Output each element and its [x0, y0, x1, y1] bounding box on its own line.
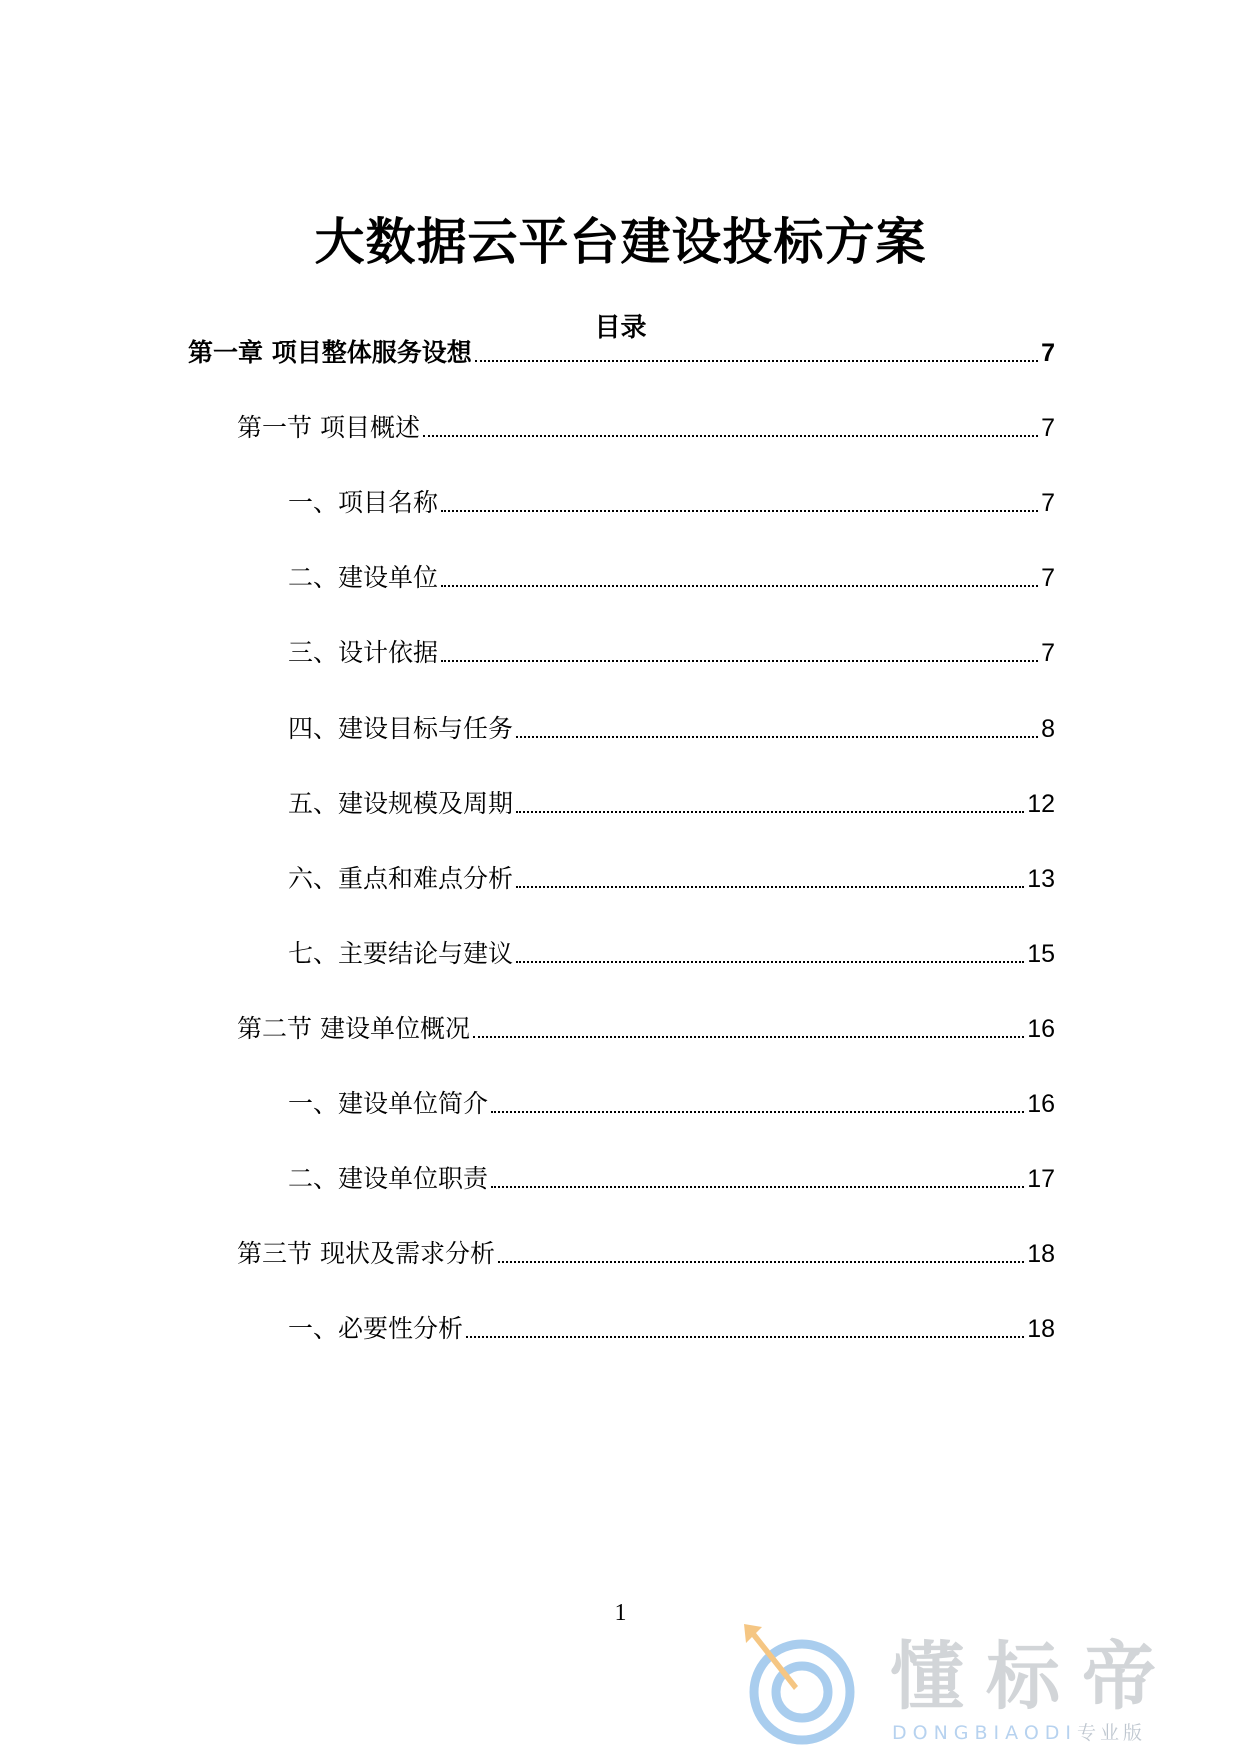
toc-entry-label: 第三节 现状及需求分析 — [237, 1239, 495, 1269]
toc-entry-page: 7 — [1041, 414, 1055, 443]
toc-dot-leader — [466, 1335, 1024, 1338]
toc-dot-leader — [516, 810, 1024, 813]
toc-entry-label: 七、主要结论与建议 — [288, 938, 514, 968]
toc-entry-page: 17 — [1027, 1165, 1055, 1194]
toc-entry-page: 18 — [1027, 1315, 1055, 1344]
toc-entry[interactable] — [288, 1311, 1055, 1347]
toc-entry[interactable] — [237, 410, 1055, 446]
toc-entry-label: 四、建设目标与任务 — [288, 713, 514, 743]
toc-entry[interactable] — [288, 936, 1055, 972]
toc-entry-label: 三、设计依据 — [288, 638, 439, 668]
toc-entry-label: 第二节 建设单位概况 — [237, 1013, 470, 1043]
watermark-latin-name: DONGBIAODI — [892, 1722, 1078, 1744]
toc-heading: 目录 — [594, 313, 647, 343]
toc-dot-leader — [423, 434, 1038, 437]
toc-entry-page: 7 — [1041, 339, 1055, 367]
toc-entry-page: 7 — [1041, 564, 1055, 593]
toc-dot-leader — [516, 960, 1024, 963]
toc-entry-page: 13 — [1027, 864, 1055, 893]
toc-dot-leader — [498, 1260, 1024, 1263]
toc-entry-label: 五、建设规模及周期 — [288, 788, 514, 818]
toc-dot-leader — [491, 1110, 1024, 1113]
toc-entry-label: 一、必要性分析 — [288, 1314, 464, 1344]
toc-entry[interactable] — [288, 635, 1055, 671]
toc-entry-label: 一、建设单位简介 — [288, 1089, 489, 1118]
toc-entry-page: 8 — [1041, 714, 1055, 743]
watermark-subtitle — [892, 1721, 1146, 1745]
target-arrow-icon — [740, 1622, 860, 1747]
toc-dot-leader — [491, 1185, 1024, 1188]
toc-entry[interactable] — [288, 861, 1055, 897]
toc-dot-leader — [441, 584, 1038, 587]
toc-entry-page: 18 — [1027, 1240, 1055, 1269]
brand-watermark — [740, 1622, 1220, 1747]
toc-entry-label: 二、建设单位 — [288, 563, 439, 593]
toc-entry[interactable] — [288, 1161, 1055, 1197]
toc-entry-page: 7 — [1041, 639, 1055, 668]
toc-dot-leader — [516, 735, 1038, 738]
toc-entry[interactable] — [237, 1011, 1055, 1047]
watermark-brand-name: 懂标帝 — [890, 1634, 1178, 1720]
watermark-edition: 专业版 — [1077, 1722, 1147, 1744]
toc-entry-label: 一、项目名称 — [288, 488, 439, 518]
toc-entry-label: 六、重点和难点分析 — [288, 863, 514, 893]
toc-entry-label: 第一章 项目整体服务设想 — [188, 338, 472, 367]
toc-entry[interactable] — [288, 711, 1055, 747]
toc-entry[interactable] — [288, 786, 1055, 822]
document-title: 大数据云平台建设投标方案 — [314, 212, 927, 271]
toc-dot-leader — [516, 885, 1024, 888]
toc-entry-page: 12 — [1027, 789, 1055, 818]
toc-entry[interactable] — [288, 560, 1055, 596]
toc-dot-leader — [473, 1035, 1024, 1038]
toc-entry-page: 7 — [1041, 489, 1055, 518]
toc-entry[interactable] — [288, 1086, 1055, 1122]
toc-entry-page: 16 — [1027, 1014, 1055, 1043]
toc-dot-leader — [475, 359, 1038, 362]
toc-entry-label: 第一节 项目概述 — [237, 413, 420, 443]
toc-entry[interactable] — [288, 485, 1055, 521]
toc-dot-leader — [441, 509, 1038, 512]
toc-entry[interactable] — [237, 1236, 1055, 1272]
page-number: 1 — [614, 1600, 627, 1626]
toc-entry-page: 15 — [1027, 939, 1055, 968]
toc-entry-label: 二、建设单位职责 — [288, 1164, 489, 1194]
toc-entry[interactable] — [188, 335, 1055, 371]
toc-dot-leader — [441, 659, 1038, 662]
toc-entry-page: 16 — [1027, 1090, 1055, 1118]
